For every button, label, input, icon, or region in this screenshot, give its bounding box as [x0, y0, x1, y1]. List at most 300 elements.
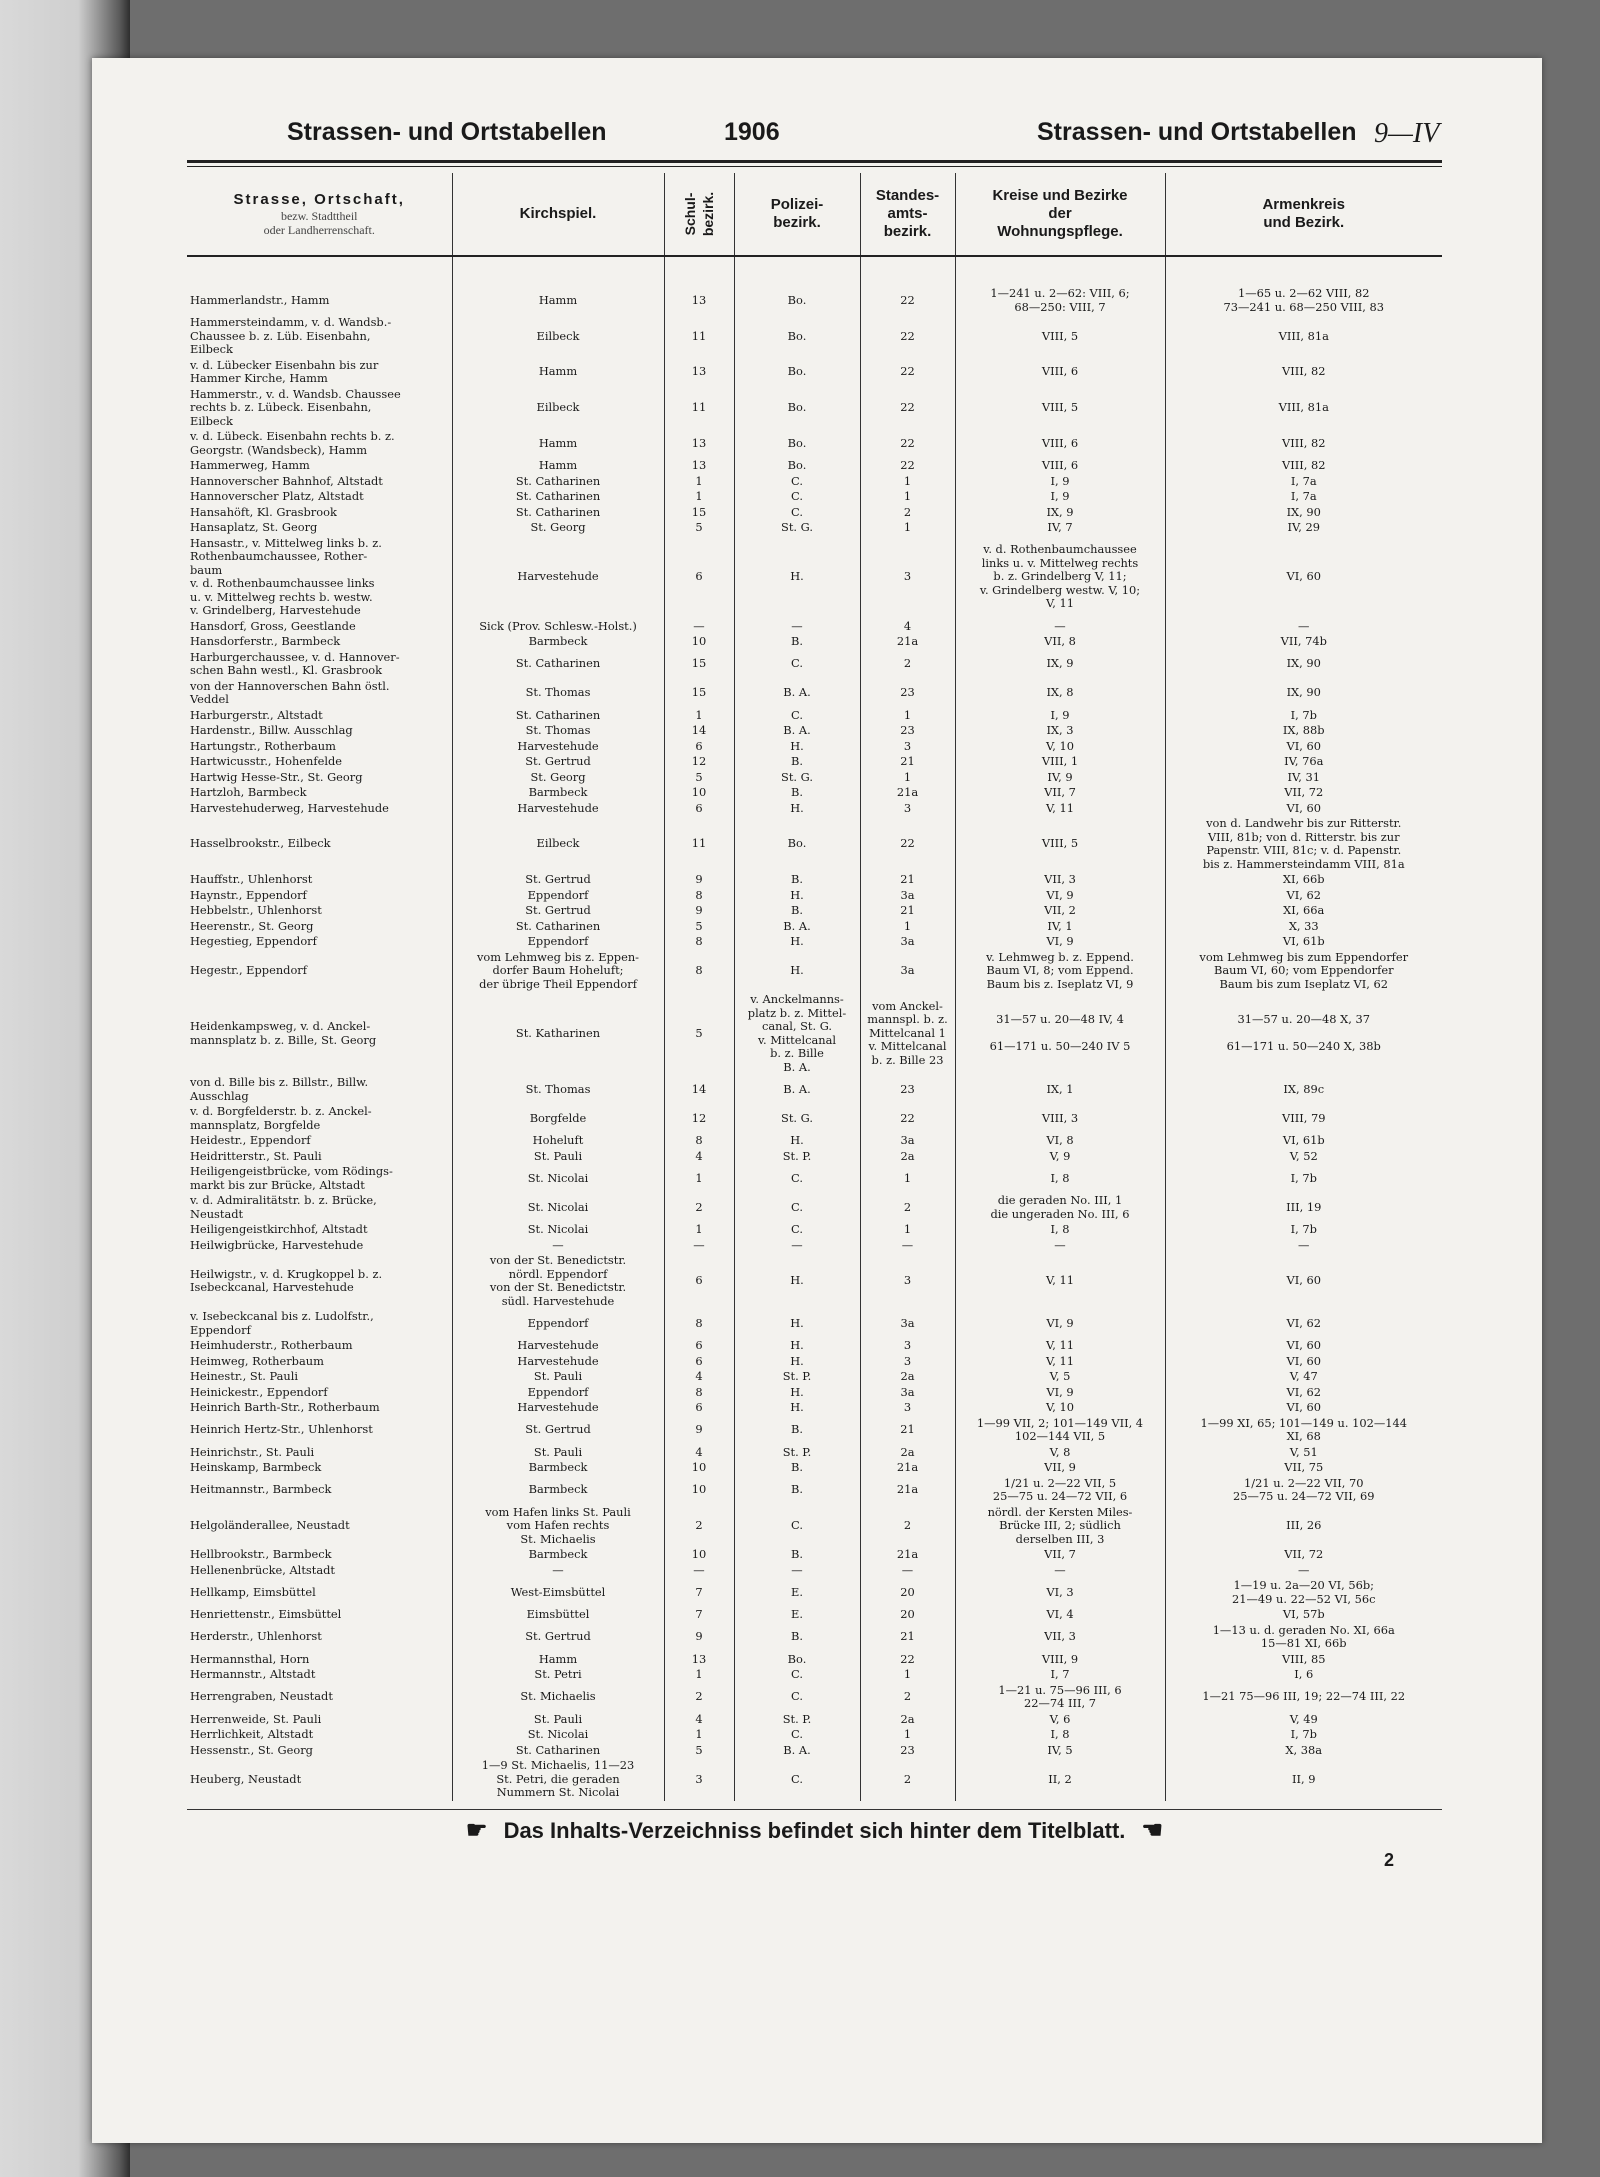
schulbezirk-cell: 5 [664, 520, 734, 536]
col-standesamtsbezirk-label: Standes- amts- bezirk. [875, 187, 940, 240]
polizeibezirk-cell: Bo. [734, 429, 860, 458]
col-schulbezirk-label: Schul- bezirk. [681, 191, 716, 236]
schulbezirk-cell: 10 [664, 785, 734, 801]
schulbezirk-cell: 13 [664, 358, 734, 387]
table-row [187, 1476, 1442, 1505]
schulbezirk-cell: 1 [664, 1222, 734, 1238]
armenkreis-cell: vom Lehmweg bis zum Eppendorfer Baum VI, 60; vom Eppendorfer Baum bis zum Iseplatz VI, 62 [1165, 950, 1442, 993]
street-cell: Hellbrookstr., Barmbeck [190, 1547, 332, 1561]
wohnungspflege-cell: V, 11 [955, 1253, 1165, 1309]
wohnungspflege-cell: VIII, 6 [955, 429, 1165, 458]
wohnungspflege-cell: VI, 8 [955, 1133, 1165, 1149]
armenkreis-cell: X, 38a [1165, 1743, 1442, 1759]
standesamt-cell: 3 [860, 536, 955, 619]
street-cell: Hannoverscher Bahnhof, Altstadt [190, 473, 383, 488]
armenkreis-cell: III, 26 [1165, 1505, 1442, 1548]
kirchspiel-cell: Eppendorf [452, 1309, 664, 1338]
street-cell: Hartwig Hesse-Str., St. Georg [190, 769, 363, 784]
table-row [187, 950, 1442, 993]
table-row [187, 1683, 1442, 1712]
table-row [187, 1075, 1442, 1104]
table-row [187, 358, 1442, 387]
kirchspiel-cell: Hoheluft [452, 1133, 664, 1149]
armenkreis-cell: 31—57 u. 20—48 X, 37 61—171 u. 50—240 X, 38b [1165, 992, 1442, 1075]
schulbezirk-cell: — [664, 619, 734, 635]
polizeibezirk-cell: B. [734, 903, 860, 919]
polizeibezirk-cell: C. [734, 1505, 860, 1548]
armenkreis-cell: I, 7b [1165, 708, 1442, 724]
table-row [187, 992, 1442, 1075]
armenkreis-cell: IV, 29 [1165, 520, 1442, 536]
schulbezirk-cell: 2 [664, 1505, 734, 1548]
wohnungspflege-cell: V, 5 [955, 1369, 1165, 1385]
kirchspiel-cell: St. Gertrud [452, 872, 664, 888]
street-cell: Harburgerstr., Altstadt [190, 707, 323, 722]
wohnungspflege-cell: VIII, 6 [955, 358, 1165, 387]
street-cell: Hasselbrookstr., Eilbeck [190, 836, 331, 851]
polizeibezirk-cell: St. P. [734, 1369, 860, 1385]
armenkreis-cell: 1/21 u. 2—22 VII, 70 25—75 u. 24—72 VII, 69 [1165, 1476, 1442, 1505]
table-row [187, 536, 1442, 619]
armenkreis-cell: VI, 60 [1165, 536, 1442, 619]
armenkreis-cell: II, 9 [1165, 1758, 1442, 1801]
wohnungspflege-cell: v. Lehmweg b. z. Eppend. Baum VI, 8; vom Eppend. Baum bis z. Iseplatz VI, 9 [955, 950, 1165, 993]
table-row [187, 650, 1442, 679]
polizeibezirk-cell: Bo. [734, 315, 860, 358]
schulbezirk-cell: 9 [664, 1416, 734, 1445]
standesamt-cell: 22 [860, 358, 955, 387]
armenkreis-cell: 1—99 XI, 65; 101—149 u. 102—144 XI, 68 [1165, 1416, 1442, 1445]
street-cell: Heuberg, Neustadt [190, 1771, 302, 1786]
kirchspiel-cell: Hamm [452, 458, 664, 474]
schulbezirk-cell: 6 [664, 1338, 734, 1354]
table-row [187, 679, 1442, 708]
wohnungspflege-cell: VII, 3 [955, 872, 1165, 888]
polizeibezirk-cell: C. [734, 1222, 860, 1238]
polizeibezirk-cell: B. A. [734, 723, 860, 739]
armenkreis-cell: III, 19 [1165, 1193, 1442, 1222]
header-rule [187, 160, 1442, 167]
kirchspiel-cell: St. Thomas [452, 679, 664, 708]
schulbezirk-cell: 11 [664, 387, 734, 430]
wohnungspflege-cell: 1—21 u. 75—96 III, 6 22—74 III, 7 [955, 1683, 1165, 1712]
wohnungspflege-cell: VI, 4 [955, 1607, 1165, 1623]
standesamt-cell: 2 [860, 1683, 955, 1712]
street-cell: Heinskamp, Barmbeck [190, 1460, 322, 1474]
kirchspiel-cell: St. Catharinen [452, 505, 664, 521]
schulbezirk-cell: 1 [664, 1727, 734, 1743]
kirchspiel-cell: St. Catharinen [452, 708, 664, 724]
pointing-hand-left-icon: ☚ [1141, 1816, 1164, 1844]
wohnungspflege-cell: IX, 8 [955, 679, 1165, 708]
wohnungspflege-cell: VII, 7 [955, 1547, 1165, 1563]
kirchspiel-cell: St. Georg [452, 770, 664, 786]
street-cell: Hammersteindamm, v. d. Wandsb.- Chaussee b. z. Lüb. Eisenbahn, Eilbeck [190, 315, 392, 356]
street-cell: Hammerlandstr., Hamm [190, 292, 330, 307]
table-row [187, 785, 1442, 801]
schulbezirk-cell: 6 [664, 1253, 734, 1309]
polizeibezirk-cell: C. [734, 1683, 860, 1712]
footer-note-text: Das Inhalts-Verzeichniss befindet sich hinter dem Titelblatt. [503, 1817, 1126, 1843]
schulbezirk-cell: — [664, 1563, 734, 1579]
running-head-page: 9—IV [1374, 118, 1440, 149]
polizeibezirk-cell: St. P. [734, 1149, 860, 1165]
kirchspiel-cell: West-Eimsbüttel [452, 1578, 664, 1607]
armenkreis-cell: VIII, 79 [1165, 1104, 1442, 1133]
col-armenkreis-label: Armenkreis und Bezirk. [1262, 196, 1346, 231]
col-strasse-sub: bezw. Stadttheil oder Landherrenschaft. [263, 209, 375, 237]
wohnungspflege-cell: IV, 1 [955, 919, 1165, 935]
wohnungspflege-cell: VIII, 5 [955, 816, 1165, 872]
kirchspiel-cell: Eilbeck [452, 387, 664, 430]
armenkreis-cell: VIII, 82 [1165, 458, 1442, 474]
polizeibezirk-cell: Bo. [734, 358, 860, 387]
wohnungspflege-cell: I, 9 [955, 474, 1165, 490]
street-cell: Herderstr., Uhlenhorst [190, 1629, 322, 1644]
wohnungspflege-cell: die geraden No. III, 1 die ungeraden No. III, 6 [955, 1193, 1165, 1222]
street-cell: Helgoländerallee, Neustadt [190, 1518, 350, 1532]
kirchspiel-cell: 1—9 St. Michaelis, 11—23 St. Petri, die geraden Nummern St. Nicolai [452, 1758, 664, 1801]
wohnungspflege-cell: V, 11 [955, 1338, 1165, 1354]
wohnungspflege-cell: V, 10 [955, 739, 1165, 755]
kirchspiel-cell: St. Catharinen [452, 489, 664, 505]
armenkreis-cell: VI, 60 [1165, 1354, 1442, 1370]
street-cell: Hegestieg, Eppendorf [190, 934, 317, 948]
polizeibezirk-cell: E. [734, 1578, 860, 1607]
kirchspiel-cell: St. Nicolai [452, 1727, 664, 1743]
standesamt-cell: 1 [860, 520, 955, 536]
street-cell: Heidritterstr., St. Pauli [190, 1148, 322, 1163]
polizeibezirk-cell: St. G. [734, 520, 860, 536]
street-cell: Hellenenbrücke, Altstadt [190, 1562, 335, 1577]
armenkreis-cell: VIII, 81a [1165, 315, 1442, 358]
street-cell: Hardenstr., Billw. Ausschlag [190, 723, 353, 737]
kirchspiel-cell: St. Pauli [452, 1369, 664, 1385]
schulbezirk-cell: 1 [664, 1164, 734, 1193]
table-row [187, 619, 1442, 635]
standesamt-cell: 21a [860, 1547, 955, 1563]
schulbezirk-cell: 11 [664, 816, 734, 872]
polizeibezirk-cell: H. [734, 888, 860, 904]
wohnungspflege-cell: IX, 9 [955, 505, 1165, 521]
col-wohnungspflege [955, 173, 1165, 256]
schulbezirk-cell: 9 [664, 903, 734, 919]
schulbezirk-cell: 9 [664, 872, 734, 888]
standesamt-cell: 3a [860, 888, 955, 904]
wohnungspflege-cell: I, 9 [955, 489, 1165, 505]
armenkreis-cell: VI, 62 [1165, 1385, 1442, 1401]
kirchspiel-cell: St. Gertrud [452, 1416, 664, 1445]
table-row [187, 903, 1442, 919]
schulbezirk-cell: 15 [664, 679, 734, 708]
kirchspiel-cell: Harvestehude [452, 1338, 664, 1354]
armenkreis-cell: VII, 74b [1165, 634, 1442, 650]
kirchspiel-cell: St. Gertrud [452, 1623, 664, 1652]
standesamt-cell: 3a [860, 934, 955, 950]
schulbezirk-cell: 5 [664, 919, 734, 935]
wohnungspflege-cell: IX, 1 [955, 1075, 1165, 1104]
kirchspiel-cell: St. Thomas [452, 723, 664, 739]
polizeibezirk-cell: Bo. [734, 256, 860, 315]
armenkreis-cell: VII, 72 [1165, 1547, 1442, 1563]
polizeibezirk-cell: B. [734, 1476, 860, 1505]
kirchspiel-cell: St. Pauli [452, 1445, 664, 1461]
table-row [187, 708, 1442, 724]
table-row [187, 1385, 1442, 1401]
page-content [187, 108, 1547, 1870]
armenkreis-cell: IV, 76a [1165, 754, 1442, 770]
street-cell: Hansdorferstr., Barmbeck [190, 634, 341, 648]
armenkreis-cell: VI, 62 [1165, 888, 1442, 904]
standesamt-cell: — [860, 1238, 955, 1254]
standesamt-cell: 3a [860, 1309, 955, 1338]
table-row [187, 1104, 1442, 1133]
table-row [187, 387, 1442, 430]
wohnungspflege-cell: I, 7 [955, 1667, 1165, 1683]
kirchspiel-cell: Hamm [452, 429, 664, 458]
armenkreis-cell: I, 7b [1165, 1222, 1442, 1238]
street-cell: Hermannstr., Altstadt [190, 1667, 316, 1681]
table-row [187, 1460, 1442, 1476]
standesamt-cell: 21 [860, 1416, 955, 1445]
street-cell: Haynstr., Eppendorf [190, 887, 307, 902]
wohnungspflege-cell: VIII, 9 [955, 1652, 1165, 1668]
street-cell: Heidestr., Eppendorf [190, 1133, 311, 1147]
street-cell: Hartzloh, Barmbeck [190, 785, 307, 799]
armenkreis-cell: 1—19 u. 2a—20 VI, 56b; 21—49 u. 22—52 VI, 56c [1165, 1578, 1442, 1607]
street-cell: Hessenstr., St. Georg [190, 1742, 313, 1757]
kirchspiel-cell: Barmbeck [452, 634, 664, 650]
armenkreis-cell: IX, 88b [1165, 723, 1442, 739]
schulbezirk-cell: 8 [664, 888, 734, 904]
polizeibezirk-cell: H. [734, 934, 860, 950]
armenkreis-cell: VI, 61b [1165, 934, 1442, 950]
polizeibezirk-cell: B. A. [734, 1075, 860, 1104]
armenkreis-cell: VI, 60 [1165, 1253, 1442, 1309]
wohnungspflege-cell: V, 6 [955, 1712, 1165, 1728]
table-row [187, 1727, 1442, 1743]
polizeibezirk-cell: C. [734, 489, 860, 505]
polizeibezirk-cell: B. [734, 1416, 860, 1445]
kirchspiel-cell: vom Hafen links St. Pauli vom Hafen rechts St. Michaelis [452, 1505, 664, 1548]
standesamt-cell: 1 [860, 1164, 955, 1193]
kirchspiel-cell: St. Catharinen [452, 919, 664, 935]
armenkreis-cell: I, 7b [1165, 1164, 1442, 1193]
schulbezirk-cell: 12 [664, 1104, 734, 1133]
table-row [187, 520, 1442, 536]
armenkreis-cell: VI, 60 [1165, 1338, 1442, 1354]
kirchspiel-cell: St. Thomas [452, 1075, 664, 1104]
polizeibezirk-cell: C. [734, 650, 860, 679]
polizeibezirk-cell: B. [734, 1623, 860, 1652]
standesamt-cell: 1 [860, 474, 955, 490]
schulbezirk-cell: — [664, 1238, 734, 1254]
street-cell: v. d. Admiralitätstr. b. z. Brücke, Neustadt [190, 1193, 377, 1221]
kirchspiel-cell: St. Petri [452, 1667, 664, 1683]
schulbezirk-cell: 10 [664, 1476, 734, 1505]
street-cell: von der Hannoverschen Bahn östl. Veddel [190, 678, 390, 706]
standesamt-cell: 2 [860, 650, 955, 679]
polizeibezirk-cell: C. [734, 505, 860, 521]
standesamt-cell: 23 [860, 679, 955, 708]
street-cell: Hannoverscher Platz, Altstadt [190, 489, 364, 503]
wohnungspflege-cell: — [955, 619, 1165, 635]
street-cell: v. Isebeckcanal bis z. Ludolfstr., Eppendorf [190, 1309, 374, 1337]
standesamt-cell: 2a [860, 1369, 955, 1385]
street-cell: v. d. Lübecker Eisenbahn bis zur Hammer Kirche, Hamm [190, 357, 379, 385]
polizeibezirk-cell: — [734, 619, 860, 635]
wohnungspflege-cell: VII, 7 [955, 785, 1165, 801]
street-cell: Heilwigbrücke, Harvestehude [190, 1237, 364, 1252]
col-strasse [187, 173, 452, 256]
kirchspiel-cell: — [452, 1238, 664, 1254]
document-page [92, 58, 1542, 2143]
polizeibezirk-cell: H. [734, 1354, 860, 1370]
wohnungspflege-cell: VI, 9 [955, 888, 1165, 904]
kirchspiel-cell: St. Catharinen [452, 1743, 664, 1759]
standesamt-cell: 3a [860, 1133, 955, 1149]
col-strasse-label: Strasse, Ortschaft, [233, 191, 405, 208]
table-row [187, 888, 1442, 904]
armenkreis-cell: VI, 60 [1165, 801, 1442, 817]
street-cell: Heiligengeistbrücke, vom Rödings- markt bis zur Brücke, Altstadt [190, 1164, 393, 1192]
table-row [187, 1607, 1442, 1623]
armenkreis-cell: VI, 61b [1165, 1133, 1442, 1149]
running-head-right: Strassen- und Ortstabellen [1037, 118, 1357, 146]
street-cell: Heinrichstr., St. Pauli [190, 1444, 315, 1459]
kirchspiel-cell: Hamm [452, 358, 664, 387]
wohnungspflege-cell: VII, 3 [955, 1623, 1165, 1652]
table-row [187, 754, 1442, 770]
table-row [187, 634, 1442, 650]
polizeibezirk-cell: Bo. [734, 816, 860, 872]
polizeibezirk-cell: B. A. [734, 919, 860, 935]
page-number: 2 [1383, 1849, 1394, 1870]
kirchspiel-cell: Eppendorf [452, 934, 664, 950]
wohnungspflege-cell: VI, 3 [955, 1578, 1165, 1607]
street-cell: Hartwicusstr., Hohenfelde [190, 754, 343, 768]
armenkreis-cell: VI, 62 [1165, 1309, 1442, 1338]
standesamt-cell: 1 [860, 708, 955, 724]
street-cell: Hansastr., v. Mittelweg links b. z. Rothenbaumchaussee, Rother- baum v. d. Rothenbaumchaussee links u. v. Mittelweg rechts b. westw. v. Grindelberg, Harvestehude [190, 535, 382, 617]
armenkreis-cell: 1—65 u. 2—62 VIII, 82 73—241 u. 68—250 VIII, 83 [1165, 256, 1442, 315]
street-cell: Harburgerchaussee, v. d. Hannover- schen Bahn westl., Kl. Grasbrook [190, 649, 400, 677]
standesamt-cell: 23 [860, 1743, 955, 1759]
kirchspiel-cell: Eppendorf [452, 888, 664, 904]
street-cell: Heerenstr., St. Georg [190, 918, 314, 933]
wohnungspflege-cell: IX, 9 [955, 650, 1165, 679]
pointing-hand-right-icon: ☛ [465, 1816, 488, 1844]
table-row [187, 1712, 1442, 1728]
street-cell: von d. Bille bis z. Billstr., Billw. Ausschlag [190, 1075, 369, 1103]
kirchspiel-cell: St. Catharinen [452, 650, 664, 679]
standesamt-cell: 1 [860, 489, 955, 505]
street-cell: Henriettenstr., Eimsbüttel [190, 1607, 342, 1621]
wohnungspflege-cell: IX, 3 [955, 723, 1165, 739]
polizeibezirk-cell: H. [734, 1133, 860, 1149]
table-row [187, 816, 1442, 872]
wohnungspflege-cell: V, 11 [955, 801, 1165, 817]
standesamt-cell: 23 [860, 1075, 955, 1104]
kirchspiel-cell: Hamm [452, 256, 664, 315]
polizeibezirk-cell: Bo. [734, 387, 860, 430]
polizeibezirk-cell: H. [734, 536, 860, 619]
armenkreis-cell: X, 33 [1165, 919, 1442, 935]
table-row [187, 919, 1442, 935]
kirchspiel-cell: Borgfelde [452, 1104, 664, 1133]
armenkreis-cell: VI, 57b [1165, 1607, 1442, 1623]
schulbezirk-cell: 2 [664, 1683, 734, 1712]
standesamt-cell: 22 [860, 1652, 955, 1668]
polizeibezirk-cell: H. [734, 1385, 860, 1401]
wohnungspflege-cell: I, 8 [955, 1164, 1165, 1193]
wohnungspflege-cell: IV, 5 [955, 1743, 1165, 1759]
kirchspiel-cell: St. Nicolai [452, 1222, 664, 1238]
table-row [187, 1309, 1442, 1338]
polizeibezirk-cell: H. [734, 1400, 860, 1416]
wohnungspflege-cell: VII, 9 [955, 1460, 1165, 1476]
kirchspiel-cell: Eimsbüttel [452, 1607, 664, 1623]
street-cell: Heilwigstr., v. d. Krugkoppel b. z. Isebeckcanal, Harvestehude [190, 1266, 383, 1294]
schulbezirk-cell: 13 [664, 256, 734, 315]
col-kirchspiel-label: Kirchspiel. [519, 205, 597, 222]
street-cell: Heidenkampsweg, v. d. Anckel- mannsplatz b. z. Bille, St. Georg [190, 1019, 377, 1047]
standesamt-cell: 21 [860, 872, 955, 888]
table-row [187, 1164, 1442, 1193]
col-wohnungspflege-label: Kreise und Bezirke der Wohnungspflege. [992, 187, 1128, 240]
schulbezirk-cell: 1 [664, 474, 734, 490]
armenkreis-cell: IX, 90 [1165, 505, 1442, 521]
standesamt-cell: 22 [860, 1104, 955, 1133]
wohnungspflege-cell: — [955, 1563, 1165, 1579]
polizeibezirk-cell: B. [734, 634, 860, 650]
schulbezirk-cell: 14 [664, 723, 734, 739]
schulbezirk-cell: 4 [664, 1369, 734, 1385]
armenkreis-cell: 1—21 75—96 III, 19; 22—74 III, 22 [1165, 1683, 1442, 1712]
schulbezirk-cell: 2 [664, 1193, 734, 1222]
wohnungspflege-cell: VIII, 5 [955, 315, 1165, 358]
wohnungspflege-cell: VI, 9 [955, 934, 1165, 950]
schulbezirk-cell: 8 [664, 934, 734, 950]
wohnungspflege-cell: I, 9 [955, 708, 1165, 724]
polizeibezirk-cell: B. [734, 872, 860, 888]
polizeibezirk-cell: H. [734, 1253, 860, 1309]
kirchspiel-cell: Eilbeck [452, 816, 664, 872]
armenkreis-cell: 1—13 u. d. geraden No. XI, 66a 15—81 XI, 66b [1165, 1623, 1442, 1652]
col-standesamtsbezirk [860, 173, 955, 256]
standesamt-cell: 3 [860, 801, 955, 817]
table-row [187, 1400, 1442, 1416]
street-cell: Hammerstr., v. d. Wandsb. Chaussee rechts b. z. Lübeck. Eisenbahn, Eilbeck [190, 386, 401, 428]
armenkreis-cell: IX, 89c [1165, 1075, 1442, 1104]
standesamt-cell: 21a [860, 1476, 955, 1505]
street-cell: v. d. Lübeck. Eisenbahn rechts b. z. Georgstr. (Wandsbeck), Hamm [190, 429, 395, 457]
wohnungspflege-cell: V, 8 [955, 1445, 1165, 1461]
standesamt-cell: 1 [860, 919, 955, 935]
kirchspiel-cell: Barmbeck [452, 1460, 664, 1476]
polizeibezirk-cell: C. [734, 474, 860, 490]
schulbezirk-cell: 6 [664, 1400, 734, 1416]
street-cell: Heimhuderstr., Rotherbaum [190, 1338, 353, 1352]
polizeibezirk-cell: C. [734, 1758, 860, 1801]
standesamt-cell: 2a [860, 1712, 955, 1728]
street-cell: Hauffstr., Uhlenhorst [190, 872, 313, 886]
polizeibezirk-cell: St. G. [734, 1104, 860, 1133]
standesamt-cell: 21 [860, 1623, 955, 1652]
armenkreis-cell: VII, 72 [1165, 785, 1442, 801]
schulbezirk-cell: 4 [664, 1149, 734, 1165]
standesamt-cell: 22 [860, 315, 955, 358]
